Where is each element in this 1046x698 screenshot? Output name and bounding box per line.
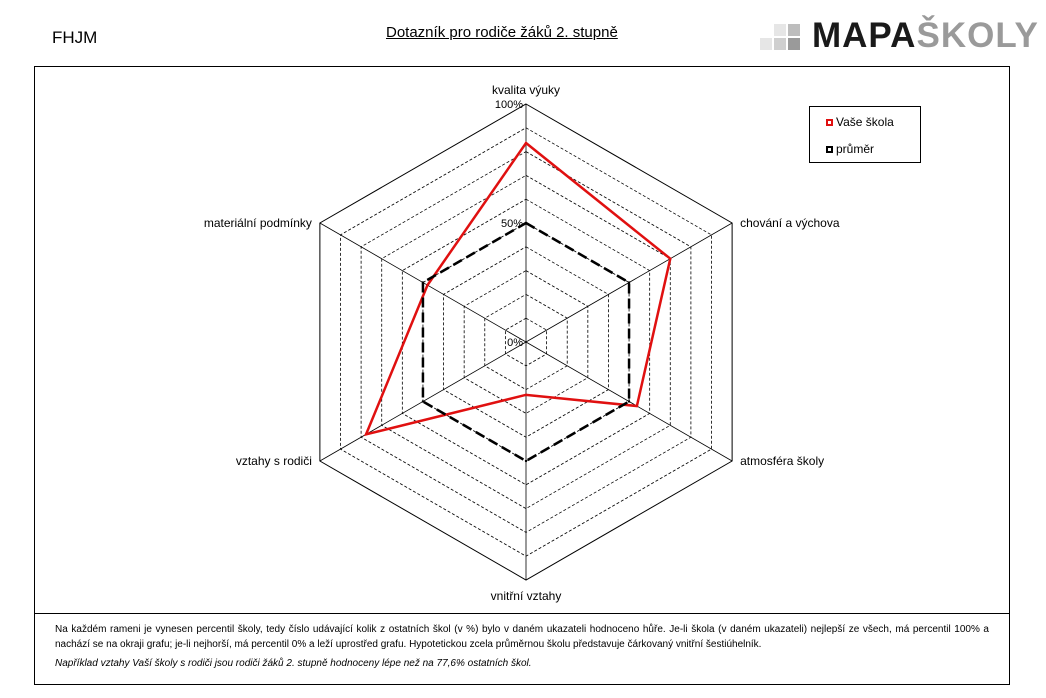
axis-label: kvalita výuky [491,83,561,97]
footer-explanation: Na každém rameni je vynesen percentil školy, tedy číslo udávající kolik z ostatních škol (v %) bylo v daném ukazateli hodnoceno hůře. Je-li škola (v daném ukazateli) nejlepší ze všech, má percentil 100% a nachází se na okraji grafu; je-li nejhorší, má percentil 0% a leží uprostřed grafu. Hypotetickou zcela průměrnou školu představuje čárkovaný vnitřní šestiúhelník. [55,624,989,650]
axis-label: atmosféra školy [740,454,825,468]
legend [809,106,921,163]
page-title: Dotazník pro rodiče žáků 2. stupně [386,24,618,41]
logo-text: MAPAŠKOLY [812,16,1039,55]
series-school-point [636,405,638,407]
series-school-point [426,284,428,286]
school-code: FHJM [52,28,98,47]
scale-label: 0% [507,337,523,349]
axis-label: vztahy s rodiči [235,454,312,468]
footer-example: Například vztahy Vaší školy s rodiči jsou rodiči žáků 2. stupně hodnoceny lépe než na 77,6% ostatních škol. [55,658,532,669]
series-school-point [669,258,671,260]
series-school-point [525,142,527,144]
axis-label: vnitřní vztahy [490,589,562,603]
series-average-point [525,460,527,462]
series-school-point [365,433,367,435]
legend-item-average [826,142,874,156]
legend-label-average: průměr [836,142,875,156]
legend-swatch-red-icon [826,119,833,126]
series-average-point [422,400,424,402]
legend-swatch-dashed-icon [826,146,833,153]
series-average-point [628,400,630,402]
series-average-point [422,281,424,283]
legend-item-school [826,115,894,129]
series-school-line [366,143,670,434]
series-average-point [525,222,527,224]
axis-label: materiální podmínky [203,216,312,230]
legend-label-school: Vaše škola [836,115,894,129]
footer-note [34,613,1010,685]
scale-label: 50% [500,218,523,230]
axis-label: chování a výchova [740,216,840,230]
scale-label: 100% [494,99,523,111]
series-average-point [628,281,630,283]
series-school-point [525,394,527,396]
